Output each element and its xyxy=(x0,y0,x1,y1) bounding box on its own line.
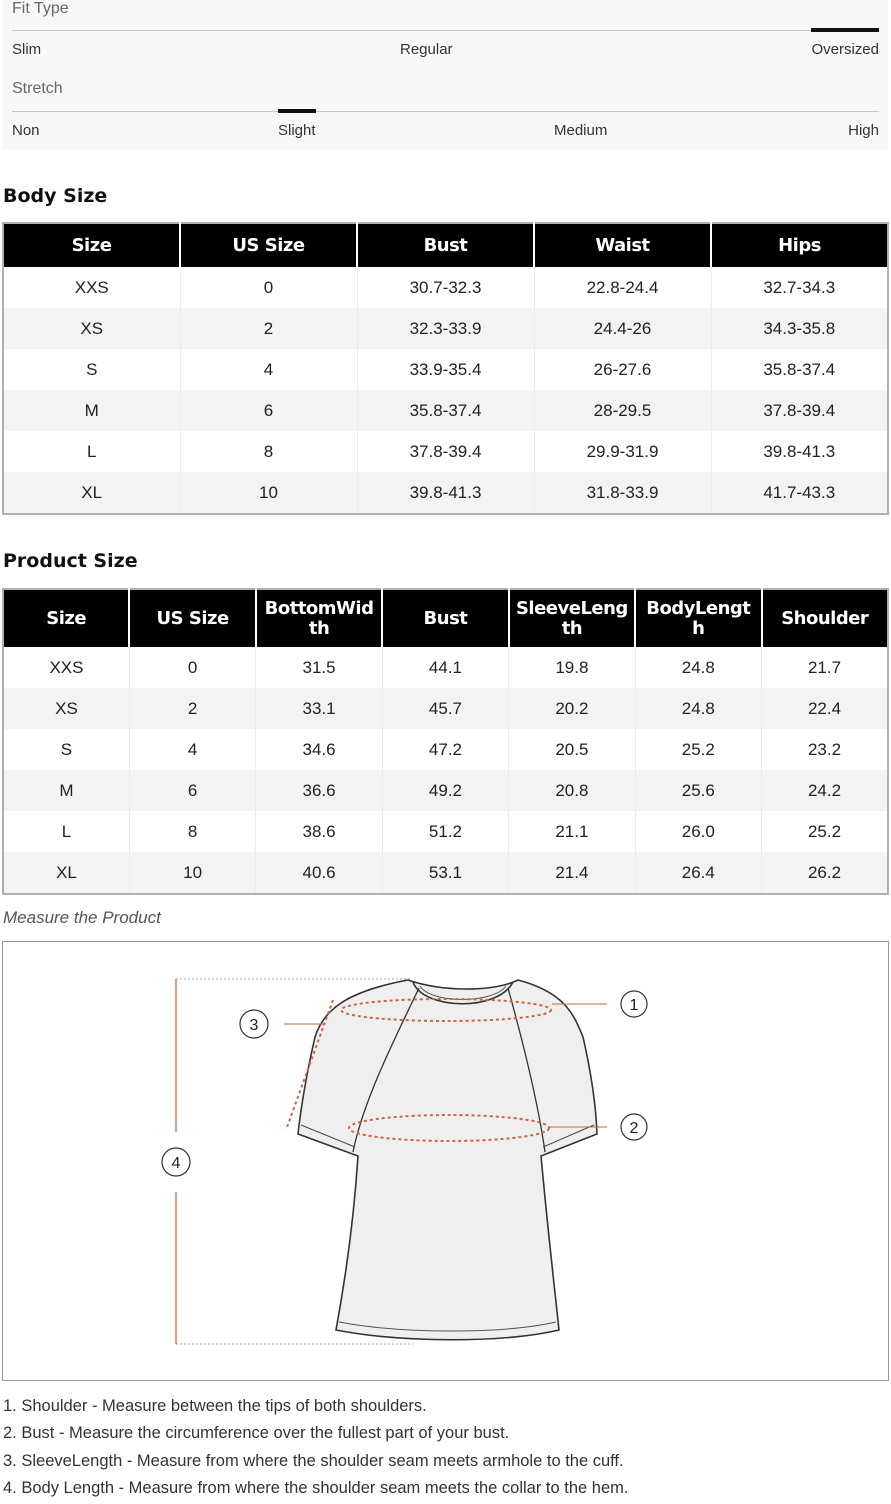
table-cell: 19.8 xyxy=(509,647,635,688)
column-header: Bust xyxy=(357,223,534,267)
note-bust: 2. Bust - Measure the circumference over the fullest part of your bust. xyxy=(3,1424,510,1443)
table-cell: 21.4 xyxy=(509,852,635,894)
table-cell: 0 xyxy=(180,267,357,308)
marker-2 xyxy=(621,1114,647,1140)
table-cell: 45.7 xyxy=(382,688,508,729)
table-row xyxy=(3,688,888,729)
table-cell: 49.2 xyxy=(382,770,508,811)
table-cell: L xyxy=(3,811,129,852)
table-row xyxy=(3,852,888,894)
table-cell: 40.6 xyxy=(256,852,382,894)
table-cell: XXS xyxy=(3,267,180,308)
table-cell: 28-29.5 xyxy=(534,390,711,431)
table-cell: 30.7-32.3 xyxy=(357,267,534,308)
table-row xyxy=(3,647,888,688)
table-cell: 51.2 xyxy=(382,811,508,852)
measurement-notes xyxy=(3,1395,629,1504)
table-cell: M xyxy=(3,390,180,431)
stretch-label-non: Non xyxy=(12,122,40,139)
table-cell: 39.8-41.3 xyxy=(357,472,534,514)
table-cell: 20.5 xyxy=(509,729,635,770)
stretch-label-high: High xyxy=(848,122,879,139)
table-cell: 33.1 xyxy=(256,688,382,729)
fit-type-indicator xyxy=(811,28,879,32)
table-cell: 44.1 xyxy=(382,647,508,688)
table-cell: 34.6 xyxy=(256,729,382,770)
column-header: US Size xyxy=(129,589,255,647)
column-header: Size xyxy=(3,589,129,647)
table-cell: XS xyxy=(3,308,180,349)
table-cell: 33.9-35.4 xyxy=(357,349,534,390)
table-cell: S xyxy=(3,729,129,770)
table-cell: 34.3-35.8 xyxy=(711,308,888,349)
marker-3 xyxy=(240,1010,268,1038)
product-size-table xyxy=(2,588,889,895)
product-size-heading: Product Size xyxy=(3,550,138,572)
marker-2-label: 2 xyxy=(629,1120,639,1137)
table-cell: 32.7-34.3 xyxy=(711,267,888,308)
fit-type-title: Fit Type xyxy=(12,0,69,17)
table-row xyxy=(3,349,888,390)
table-cell: S xyxy=(3,349,180,390)
fit-type-label-slim: Slim xyxy=(12,41,42,58)
table-cell: M xyxy=(3,770,129,811)
table-cell: 22.8-24.4 xyxy=(534,267,711,308)
measure-caption: Measure the Product xyxy=(3,908,161,927)
measurement-diagram xyxy=(2,941,889,1381)
table-row xyxy=(3,729,888,770)
table-cell: XL xyxy=(3,852,129,894)
table-cell: 26.2 xyxy=(762,852,888,894)
table-cell: 24.8 xyxy=(635,688,761,729)
table-cell: 26-27.6 xyxy=(534,349,711,390)
table-cell: 36.6 xyxy=(256,770,382,811)
column-header: BodyLength xyxy=(635,589,761,647)
body-size-heading: Body Size xyxy=(3,185,108,207)
table-cell: 25.6 xyxy=(635,770,761,811)
table-cell: 8 xyxy=(129,811,255,852)
table-cell: 2 xyxy=(180,308,357,349)
column-header: BottomWidth xyxy=(256,589,382,647)
note-sleeve-length: 3. SleeveLength - Measure from where the shoulder seam meets armhole to the cuff. xyxy=(3,1451,624,1470)
table-header-row xyxy=(3,589,888,647)
table-cell: 26.4 xyxy=(635,852,761,894)
fit-type-scale xyxy=(12,30,879,31)
stretch-indicator xyxy=(278,109,316,113)
table-row xyxy=(3,811,888,852)
table-cell: 53.1 xyxy=(382,852,508,894)
column-header: Size xyxy=(3,223,180,267)
table-row xyxy=(3,770,888,811)
tshirt-outline xyxy=(298,980,597,1340)
column-header: Shoulder xyxy=(762,589,888,647)
table-row xyxy=(3,431,888,472)
table-cell: 32.3-33.9 xyxy=(357,308,534,349)
table-cell: 21.1 xyxy=(509,811,635,852)
table-row xyxy=(3,390,888,431)
marker-3-label: 3 xyxy=(249,1017,259,1034)
table-cell: 31.8-33.9 xyxy=(534,472,711,514)
table-cell: 35.8-37.4 xyxy=(711,349,888,390)
table-cell: 2 xyxy=(129,688,255,729)
column-header: SleeveLength xyxy=(509,589,635,647)
marker-4-label: 4 xyxy=(171,1155,181,1172)
table-cell: 24.4-26 xyxy=(534,308,711,349)
table-cell: 47.2 xyxy=(382,729,508,770)
table-row xyxy=(3,308,888,349)
table-row xyxy=(3,472,888,514)
column-header: Bust xyxy=(382,589,508,647)
table-cell: 6 xyxy=(129,770,255,811)
body-size-table xyxy=(2,222,889,515)
table-cell: 37.8-39.4 xyxy=(357,431,534,472)
table-cell: XXS xyxy=(3,647,129,688)
table-cell: 26.0 xyxy=(635,811,761,852)
table-cell: XL xyxy=(3,472,180,514)
table-cell: 20.8 xyxy=(509,770,635,811)
table-cell: 24.8 xyxy=(635,647,761,688)
stretch-scale xyxy=(12,111,879,112)
table-cell: 31.5 xyxy=(256,647,382,688)
fit-type-label-regular: Regular xyxy=(400,41,453,58)
table-cell: 20.2 xyxy=(509,688,635,729)
tshirt-diagram xyxy=(3,942,888,1380)
table-cell: 37.8-39.4 xyxy=(711,390,888,431)
marker-1-label: 1 xyxy=(629,997,639,1014)
table-cell: 41.7-43.3 xyxy=(711,472,888,514)
stretch-label-slight: Slight xyxy=(278,122,316,139)
table-cell: 4 xyxy=(180,349,357,390)
marker-1 xyxy=(621,991,647,1017)
fit-type-label-oversized: Oversized xyxy=(811,41,879,58)
table-cell: L xyxy=(3,431,180,472)
table-cell: 10 xyxy=(129,852,255,894)
table-cell: 22.4 xyxy=(762,688,888,729)
table-cell: XS xyxy=(3,688,129,729)
table-cell: 38.6 xyxy=(256,811,382,852)
table-cell: 0 xyxy=(129,647,255,688)
column-header: Waist xyxy=(534,223,711,267)
table-cell: 8 xyxy=(180,431,357,472)
table-cell: 25.2 xyxy=(635,729,761,770)
table-cell: 21.7 xyxy=(762,647,888,688)
marker-4 xyxy=(162,1148,190,1176)
fit-panel xyxy=(3,0,888,150)
note-shoulder: 1. Shoulder - Measure between the tips of both shoulders. xyxy=(3,1397,427,1415)
stretch-label-medium: Medium xyxy=(554,122,608,139)
column-header: Hips xyxy=(711,223,888,267)
table-cell: 10 xyxy=(180,472,357,514)
stretch-title: Stretch xyxy=(12,80,63,97)
table-cell: 4 xyxy=(129,729,255,770)
table-header-row xyxy=(3,223,888,267)
table-cell: 39.8-41.3 xyxy=(711,431,888,472)
column-header: US Size xyxy=(180,223,357,267)
table-cell: 6 xyxy=(180,390,357,431)
table-cell: 29.9-31.9 xyxy=(534,431,711,472)
table-cell: 25.2 xyxy=(762,811,888,852)
table-cell: 35.8-37.4 xyxy=(357,390,534,431)
table-cell: 24.2 xyxy=(762,770,888,811)
note-body-length: 4. Body Length - Measure from where the shoulder seam meets the collar to the hem. xyxy=(3,1478,629,1497)
table-row xyxy=(3,267,888,308)
table-cell: 23.2 xyxy=(762,729,888,770)
